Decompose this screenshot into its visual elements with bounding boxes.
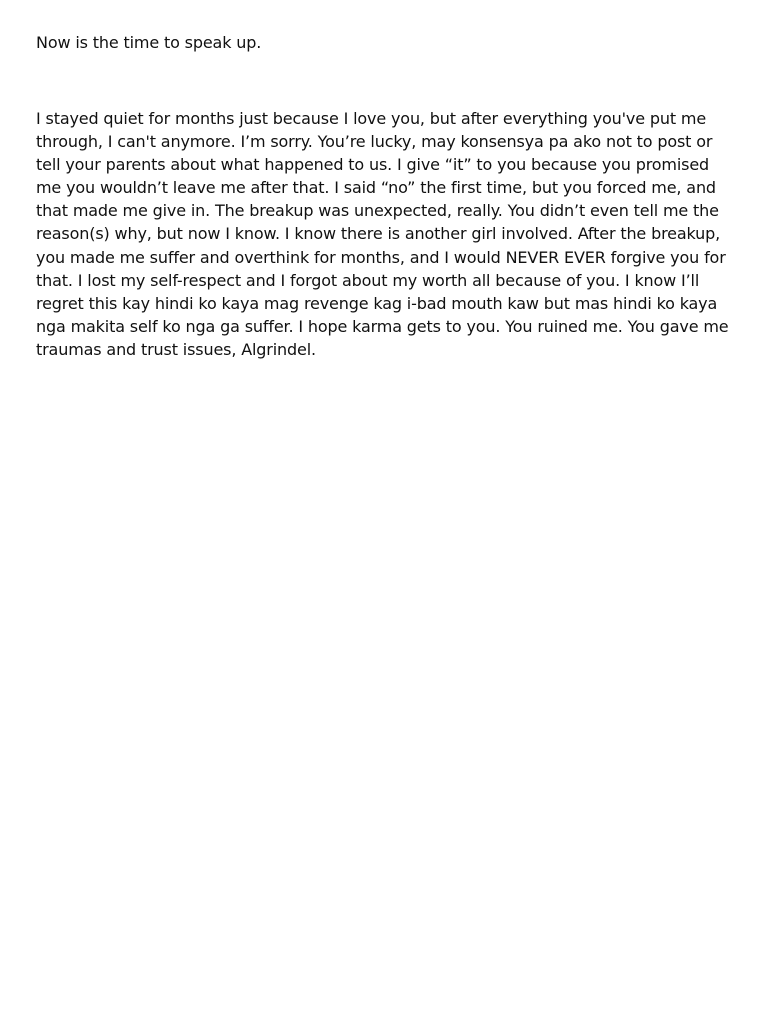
message-body: I stayed quiet for months just because I love you, but after everything you've put me through, I can't anymore. I’m sorry. You’re lucky, may konsensya pa ako not to post or tell your parents about what happened to us. I give “it” to you because you promised me you wouldn’t leave me after that. I said “no” the first time, but you forced me, and that made me give in. The breakup was unexpected, really. You didn’t even tell me the reason(s) why, but now I know. I know there is another girl involved. After the breakup, you made me suffer and overthink for months, and I would NEVER EVER forgive you for that. I lost my self-respect and I forgot about my worth all because of you. I know I’ll regret this kay hindi ko kaya mag revenge kag i-bad mouth kaw but mas hindi ko kaya nga makita self ko nga ga suffer. I hope karma gets to you. You ruined me. You gave me traumas and trust issues, Algrindel.: [36, 109, 729, 359]
document-page: [36, 31, 738, 361]
intro-line: Now is the time to speak up.: [36, 33, 262, 52]
